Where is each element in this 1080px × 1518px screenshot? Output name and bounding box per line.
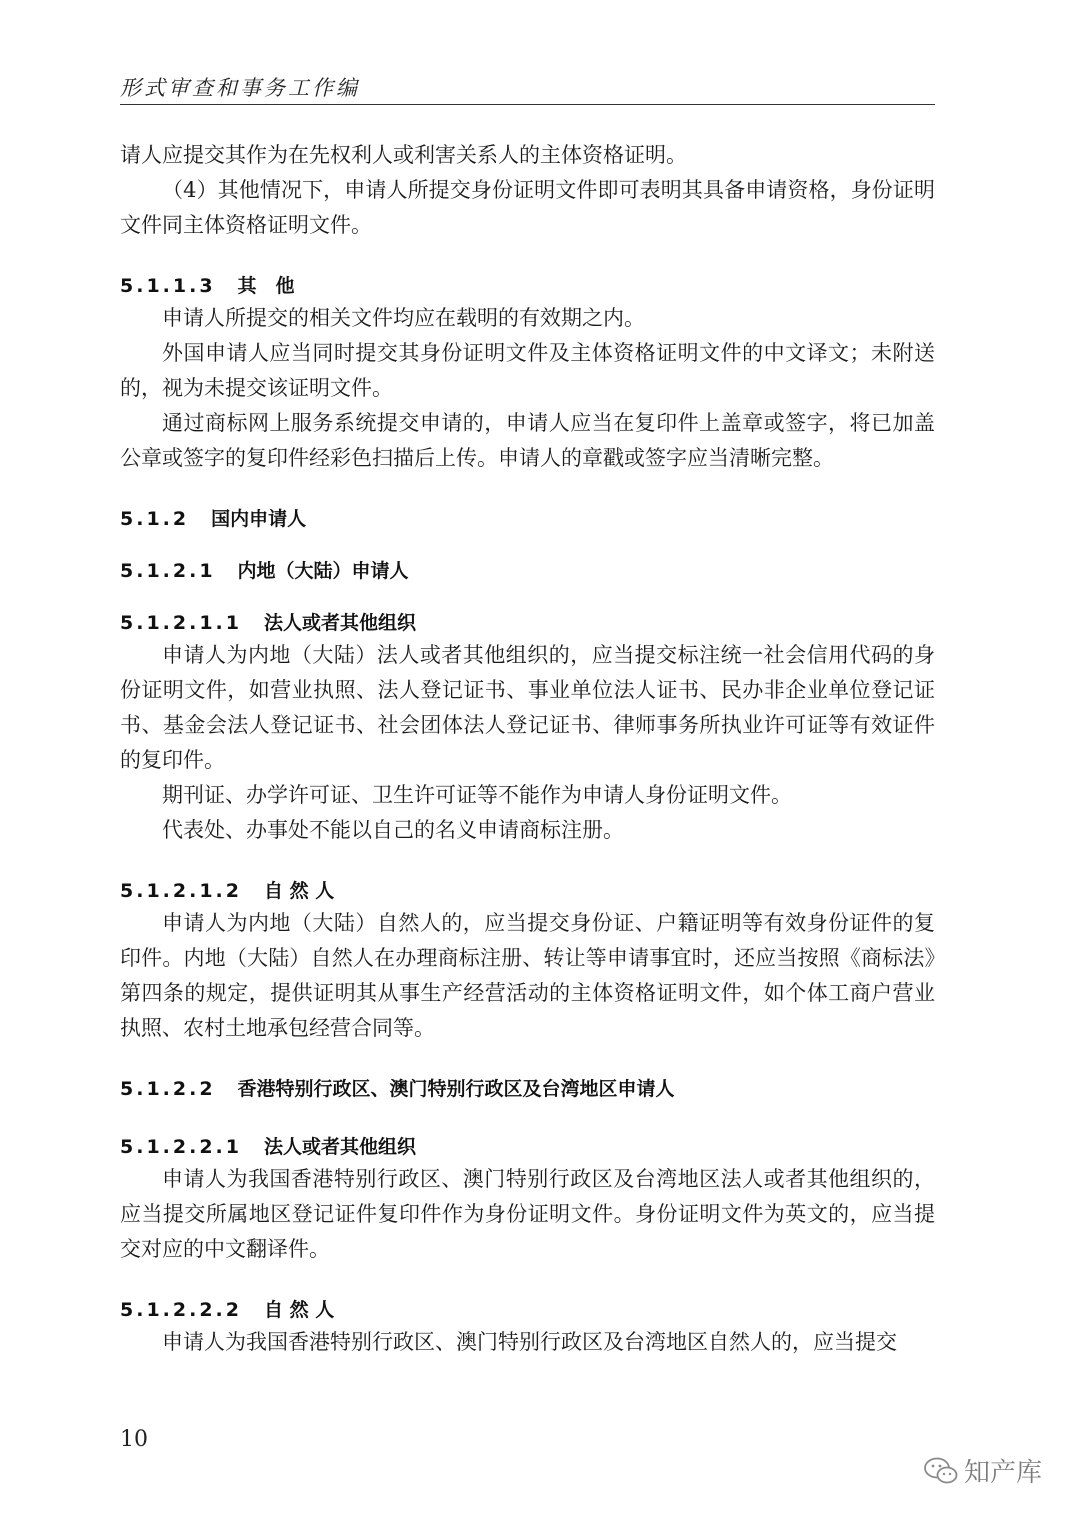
page-number: 10 <box>120 1427 148 1452</box>
section-title: 自 然 人 <box>263 880 335 902</box>
watermark-text: 知产库 <box>963 1458 1042 1488</box>
section-number: 5.1.2.1.1 <box>120 612 242 634</box>
section-number: 5.1.2.2 <box>120 1078 216 1100</box>
section-number: 5.1.2.2.2 <box>120 1299 242 1321</box>
section-title: 国内申请人 <box>211 508 307 530</box>
section-heading <box>120 608 935 638</box>
wechat-icon <box>924 1457 958 1485</box>
document-body <box>120 138 935 1360</box>
paragraph: 代表处、办事处不能以自己的名义申请商标注册。 <box>162 818 624 842</box>
running-header: 形式审查和事务工作编 <box>120 76 360 100</box>
section-number: 5.1.2 <box>120 508 190 530</box>
section-heading <box>120 271 935 301</box>
watermark <box>924 1452 1042 1489</box>
paragraph: 申请人为内地（大陆）法人或者其他组织的，应当提交标注统一社会信用代码的身份证明文件，如营业执照、法人登记证书、事业单位法人证书、民办非企业单位登记证书、基金会法人登记证书、社会团体法人登记证书、律师事务所执业许可证等有效证件的复印件。 <box>120 643 935 772</box>
paragraph: 申请人所提交的相关文件均应在载明的有效期之内。 <box>162 306 645 330</box>
section-number: 5.1.1.3 <box>120 275 216 297</box>
paragraph: 申请人为内地（大陆）自然人的，应当提交身份证、户籍证明等有效身份证件的复印件。内地（大陆）自然人在办理商标注册、转让等申请事宜时，还应当按照《商标法》第四条的规定，提供证明其从事生产经营活动的主体资格证明文件，如个体工商户营业执照、农村土地承包经营合同等。 <box>120 911 935 1040</box>
section-title: 自 然 人 <box>263 1299 335 1321</box>
paragraph: 申请人为我国香港特别行政区、澳门特别行政区及台湾地区法人或者其他组织的，应当提交所属地区登记证件复印件作为身份证明文件。身份证明文件为英文的，应当提交对应的中文翻译件。 <box>120 1167 935 1261</box>
section-heading <box>120 556 935 586</box>
paragraph: （4）其他情况下，申请人所提交身份证明文件即可表明其具备申请资格，身份证明文件同主体资格证明文件。 <box>120 178 935 237</box>
paragraph: 外国申请人应当同时提交其身份证明文件及主体资格证明文件的中文译文；未附送的，视为未提交该证明文件。 <box>120 341 935 400</box>
paragraph: 申请人为我国香港特别行政区、澳门特别行政区及台湾地区自然人的，应当提交 <box>162 1330 897 1354</box>
section-title: 法人或者其他组织 <box>263 612 416 634</box>
section-number: 5.1.2.2.1 <box>120 1136 242 1158</box>
section-heading <box>120 1132 935 1162</box>
section-title: 香港特别行政区、澳门特别行政区及台湾地区申请人 <box>237 1078 675 1100</box>
section-heading <box>120 504 935 534</box>
section-heading <box>120 1074 935 1104</box>
paragraph: 通过商标网上服务系统提交申请的，申请人应当在复印件上盖章或签字，将已加盖公章或签字的复印件经彩色扫描后上传。申请人的章戳或签字应当清晰完整。 <box>120 411 935 470</box>
section-heading <box>120 876 935 906</box>
section-number: 5.1.2.1 <box>120 560 216 582</box>
section-title: 法人或者其他组织 <box>263 1136 416 1158</box>
paragraph: 期刊证、办学许可证、卫生许可证等不能作为申请人身份证明文件。 <box>162 783 792 807</box>
paragraph: 请人应提交其作为在先权利人或利害关系人的主体资格证明。 <box>120 143 687 167</box>
section-heading <box>120 1295 935 1325</box>
section-title: 内地（大陆）申请人 <box>237 560 409 582</box>
section-number: 5.1.2.1.2 <box>120 880 242 902</box>
header-rule <box>120 104 935 105</box>
section-title: 其 他 <box>237 275 295 297</box>
